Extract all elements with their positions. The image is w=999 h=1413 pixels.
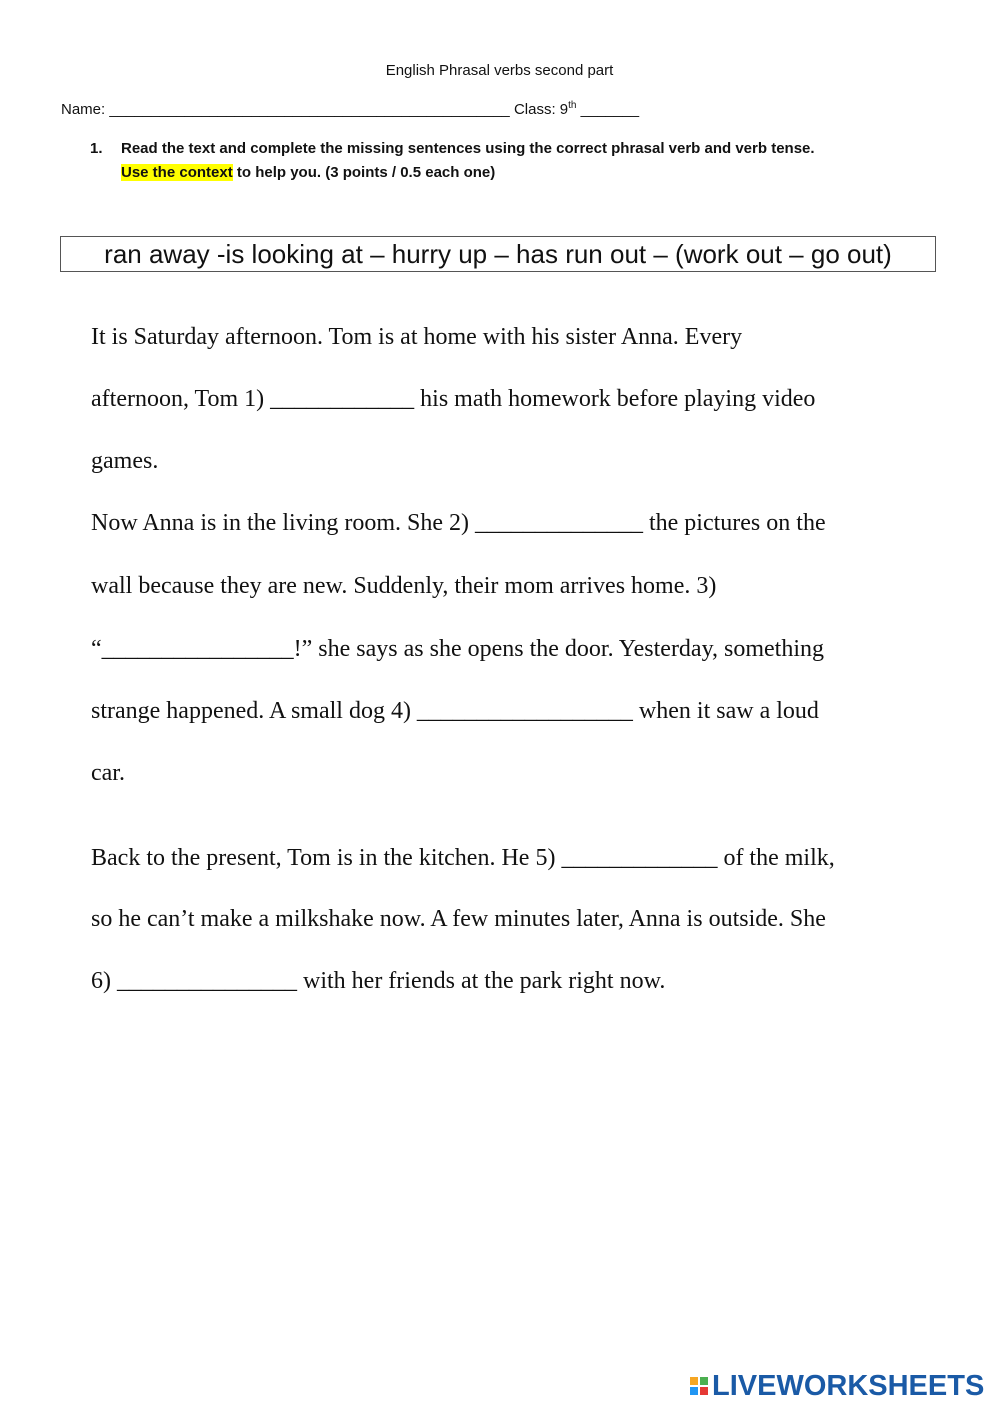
liveworksheets-logo [690,1370,984,1402]
story-line-5: wall because they are new. Suddenly, their mom arrives home. 3) [91,573,717,599]
class-blank: _______ [576,101,640,118]
instructions [90,137,815,185]
highlighted-context: Use the context [121,164,233,181]
story-line-10: so he can’t make a milkshake now. A few minutes later, Anna is outside. She [91,906,826,932]
story-line-6: “________________!” she says as she opens the door. Yesterday, something [91,636,825,662]
story-line-4: Now Anna is in the living room. She 2) ______________ the pictures on the [91,510,826,536]
name-class-line [61,101,639,118]
worksheet-title: English Phrasal verbs second part [385,62,614,79]
story-line-7: strange happened. A small dog 4) __________________ when it saw a loud [91,698,819,724]
logo-square [690,1387,698,1395]
class-superscript: th [568,100,577,111]
word-bank-text: ran away -is looking at – hurry up – has run out – (work out – go out) [104,238,892,269]
instruction-number: 1. [90,140,103,157]
name-class-label: Name: ________________________________________________ Class: 9 [61,101,569,118]
instruction-line-1: Read the text and complete the missing sentences using the correct phrasal verb and verb tense. [121,140,815,157]
story-line-1: It is Saturday afternoon. Tom is at home with his sister Anna. Every [91,324,743,350]
story-line-8: car. [91,760,125,786]
story-line-9: Back to the present, Tom is in the kitchen. He 5) _____________ of the milk, [91,845,835,871]
instruction-line-2-rest: to help you. (3 points / 0.5 each one) [232,164,496,181]
word-bank-box [60,236,936,272]
logo-square [690,1377,698,1385]
logo-square [700,1377,708,1385]
story-line-3: games. [91,448,159,474]
logo-square [700,1387,708,1395]
logo-text: LIVEWORKSHEETS [712,1369,985,1402]
logo-mark-icon [690,1377,708,1395]
story-line-2: afternoon, Tom 1) ____________ his math homework before playing video [91,386,816,412]
story-line-11: 6) _______________ with her friends at the park right now. [91,968,666,994]
instruction-line-2 [121,161,815,185]
